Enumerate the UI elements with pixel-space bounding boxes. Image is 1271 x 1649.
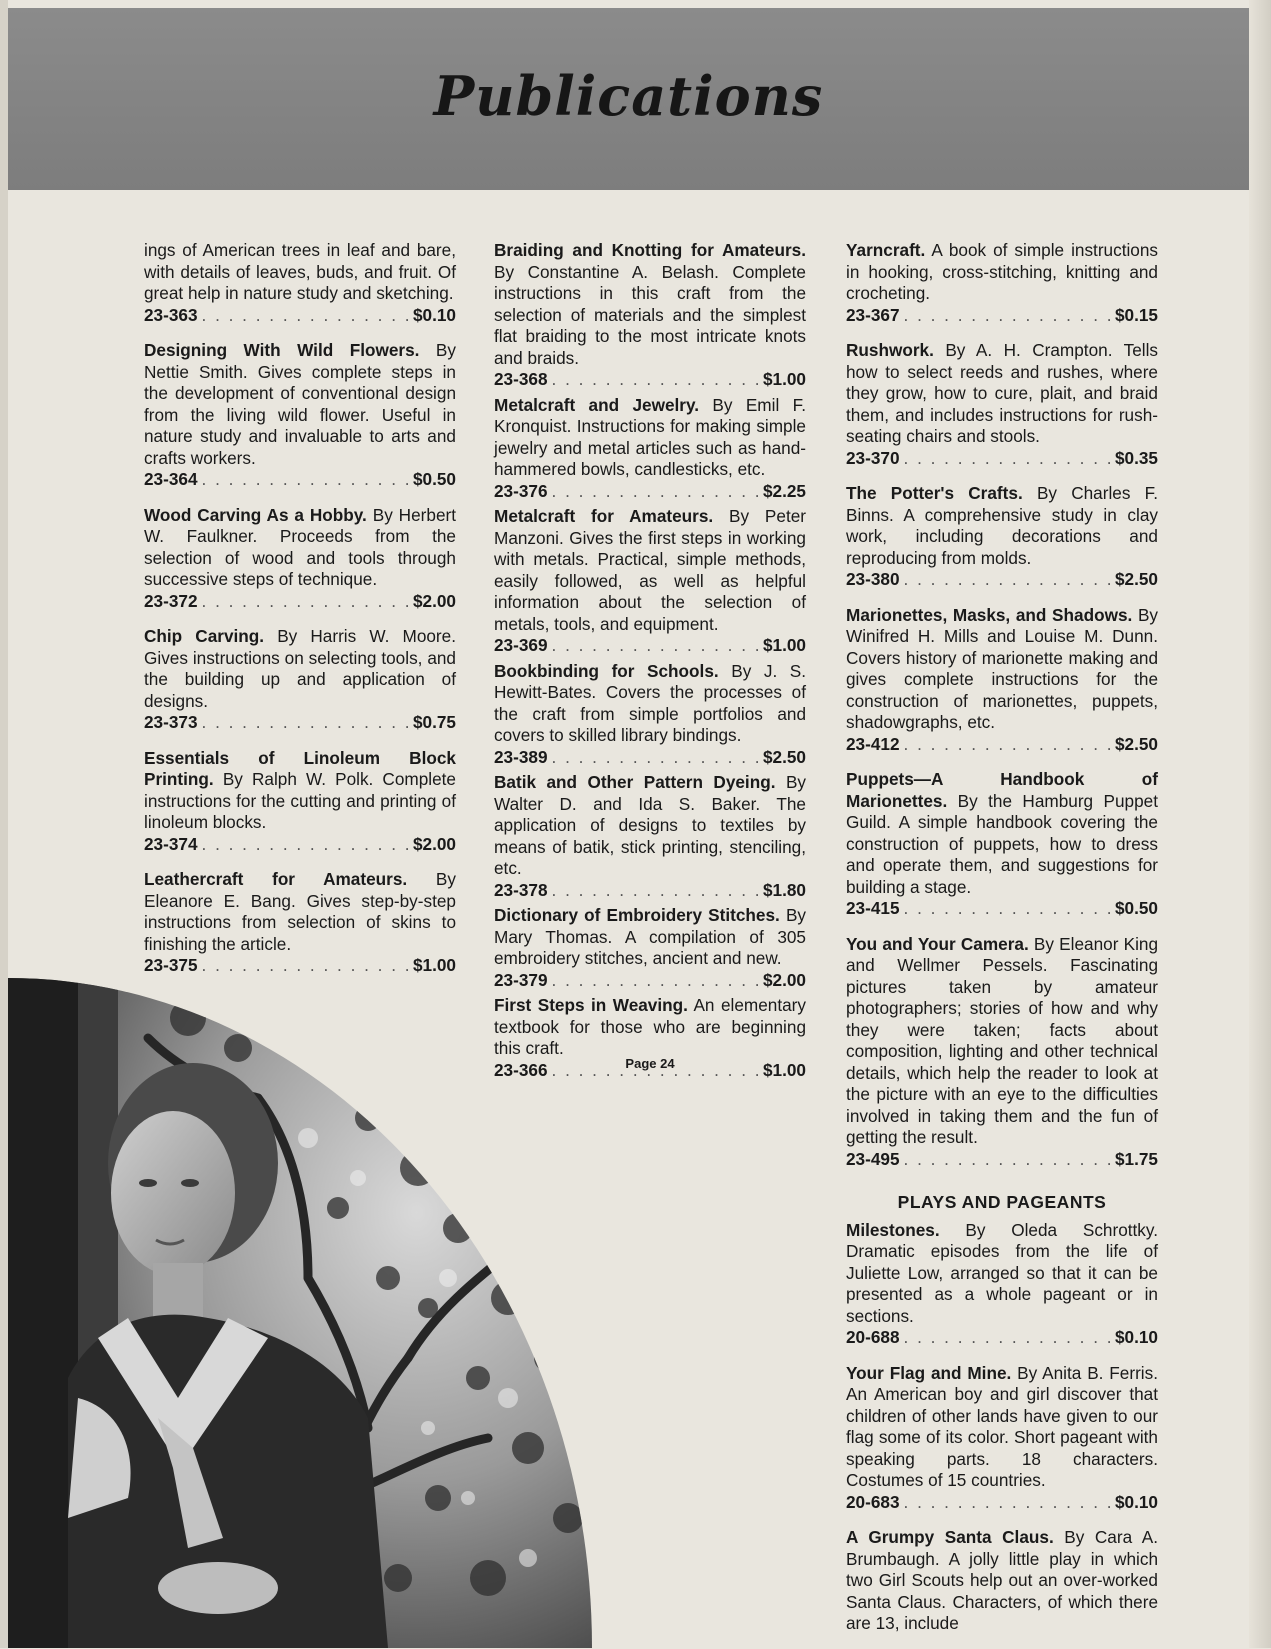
entry-text <box>144 748 456 833</box>
price: $2.00 <box>412 590 456 611</box>
catalog-code: 23-412 <box>846 733 900 754</box>
plays-entries <box>846 1220 1158 1635</box>
price-line <box>144 591 456 613</box>
entry-text <box>846 605 1158 733</box>
entry-description: ings of American trees in leaf and bare, with details of leaves, buds, and fruit. Of great help in nature study and sketching. <box>144 240 456 303</box>
entry-title: Leathercraft for Amateurs. <box>144 869 408 889</box>
catalog-code: 23-363 <box>144 304 198 325</box>
entry-title: Metalcraft and Jewelry. <box>494 394 700 415</box>
entry-title: Milestones. <box>846 1219 940 1240</box>
entry-text <box>144 626 456 711</box>
page-edge-right <box>1249 0 1271 1648</box>
entry-text <box>494 661 806 746</box>
publication-entry <box>144 626 456 734</box>
entry-description: An elementary textbook for those who are beginning this craft. <box>494 995 806 1058</box>
publication-entry <box>846 934 1158 1171</box>
publication-entry <box>846 1527 1158 1635</box>
price-line <box>494 635 806 657</box>
leader-dots <box>552 481 759 503</box>
entry-description: By Oleda Schrottky. Dramatic episodes from the life of Juliette Low, arranged so that it can be presented as a whole pageant or in sections. <box>846 1219 1158 1326</box>
entry-text <box>144 240 456 303</box>
price-line <box>494 970 806 992</box>
catalog-code: 23-367 <box>846 304 900 325</box>
leader-dots <box>552 369 759 391</box>
price: $0.75 <box>412 712 456 732</box>
price-line <box>144 305 456 327</box>
leader-dots <box>904 734 1111 756</box>
entry-title: Puppets—A Handbook of Marionettes. <box>846 769 1158 811</box>
entry-text <box>494 395 806 480</box>
price: $0.15 <box>1114 304 1158 325</box>
price-line <box>846 1149 1158 1171</box>
price: $1.00 <box>762 1059 806 1080</box>
price: $2.00 <box>412 833 456 854</box>
publication-entry <box>144 505 456 613</box>
catalog-code: 23-389 <box>494 746 548 767</box>
price-line <box>144 834 456 856</box>
leader-dots <box>552 880 759 902</box>
price-line <box>144 955 456 977</box>
publication-entry <box>144 748 456 856</box>
price: $2.00 <box>762 969 806 990</box>
catalog-code: 23-369 <box>494 635 548 655</box>
publication-entry <box>846 605 1158 756</box>
price: $1.80 <box>762 879 806 900</box>
entry-text <box>846 1220 1158 1326</box>
price: $0.50 <box>412 469 456 489</box>
catalog-code: 20-688 <box>846 1327 900 1347</box>
entry-text <box>846 240 1158 303</box>
entry-description: By Emil F. Kronquist. Instructions for making simple jewelry and metal articles such as hand-hammered bowls, candlesticks, etc. <box>494 394 806 479</box>
publication-entry <box>144 340 456 491</box>
leader-dots <box>904 1149 1111 1171</box>
price-line <box>846 1327 1158 1349</box>
publication-entry <box>846 240 1158 326</box>
publication-entry <box>846 483 1158 591</box>
leader-dots <box>202 712 409 734</box>
publication-entry <box>144 240 456 326</box>
column-1 <box>144 240 456 991</box>
entry-title: Chip Carving. <box>144 626 265 646</box>
page-title: Publications <box>433 64 824 128</box>
price: $1.00 <box>762 635 806 655</box>
entry-title: A Grumpy Santa Claus. <box>846 1527 1054 1547</box>
catalog-code: 23-366 <box>494 1059 548 1080</box>
leader-dots <box>904 898 1111 920</box>
entry-text <box>846 1527 1158 1633</box>
price-line <box>846 448 1158 470</box>
publication-entry <box>494 905 806 991</box>
leader-dots <box>904 1492 1111 1514</box>
entry-description: By J. S. Hewitt-Bates. Covers the processes of the craft from simple portfolios and covers to skilled library bindings. <box>494 660 807 745</box>
entry-description: By Winifred H. Mills and Louise M. Dunn. Covers history of marionette making and gives complete instructions for the construction of marionettes, puppets, shadowgraphs, etc. <box>846 604 1159 732</box>
entry-text <box>144 869 456 954</box>
price-line <box>144 469 456 491</box>
price: $2.50 <box>762 746 806 767</box>
entry-title: Designing With Wild Flowers. <box>144 340 420 360</box>
catalog-code: 23-370 <box>846 447 900 468</box>
catalog-code: 23-415 <box>846 898 900 918</box>
catalog-code: 23-364 <box>144 469 198 489</box>
price-line <box>846 1492 1158 1514</box>
entry-title: Wood Carving As a Hobby. <box>144 504 367 525</box>
leader-dots <box>552 635 759 657</box>
price-line <box>494 369 806 391</box>
entry-title: Bookbinding for Schools. <box>494 660 719 681</box>
entry-description: By Anita B. Ferris. An American boy and girl discover that children of other lands have given to our flag some of its color. Short pageant with speaking parts. 18 characters. Costumes of 15 countries. <box>846 1362 1158 1490</box>
entry-title: The Potter's Crafts. <box>846 483 1023 503</box>
entry-text <box>494 995 806 1058</box>
entry-description: By Herbert W. Faulkner. Proceeds from the selection of wood and tools through successive steps of technique. <box>144 504 456 589</box>
leader-dots <box>202 469 409 491</box>
leader-dots <box>904 448 1111 470</box>
entry-text <box>846 1363 1158 1491</box>
entry-text <box>144 340 456 468</box>
publication-entry <box>494 661 806 769</box>
entry-title: Essentials of Linoleum Block Printing. <box>144 747 456 789</box>
entry-description: By Eleanore E. Bang. Gives step-by-step instructions from selection of skins to finishing the article. <box>144 869 456 954</box>
section-heading-plays: PLAYS AND PAGEANTS <box>897 1192 1107 1212</box>
price: $1.75 <box>1114 1148 1158 1169</box>
entry-title: Marionettes, Masks, and Shadows. <box>846 604 1133 625</box>
entry-title: Dictionary of Embroidery Stitches. <box>494 905 780 925</box>
catalog-code: 23-379 <box>494 969 548 990</box>
entry-text <box>846 769 1158 897</box>
entry-text <box>846 934 1158 1148</box>
price: $0.50 <box>1114 898 1158 918</box>
entry-text <box>846 483 1158 568</box>
publication-entry <box>846 340 1158 469</box>
leader-dots <box>904 305 1111 327</box>
leader-dots <box>202 591 409 613</box>
entry-title: Rushwork. <box>846 340 934 360</box>
entry-description: By Ralph W. Polk. Complete instructions for the cutting and printing of linoleum blocks. <box>144 769 456 832</box>
entry-description: By the Hamburg Puppet Guild. A simple handbook covering the construction of puppets, how to dress and operate them, and suggestions for building a stage. <box>846 790 1158 897</box>
entry-description: By Cara A. Brumbaugh. A jolly little play in which two Girl Scouts help out an over-worked Santa Claus. Characters, of which there are 13, include <box>846 1527 1158 1633</box>
publication-entry <box>494 506 806 657</box>
entry-text <box>846 340 1158 446</box>
publication-entry <box>846 1220 1158 1349</box>
entry-description: By Eleanor King and Wellmer Pessels. Fascinating pictures taken by amateur photographers; stories of how and why they were taken; facts about composition, lighting and other technical details, which help the reader to look at the picture with an eye to the difficulties involved in taking them and the fun of getting the result. <box>846 933 1159 1147</box>
entry-description: By Charles F. Binns. A comprehensive study in clay work, including decorations and reproducing from molds. <box>846 483 1159 568</box>
price-line <box>846 734 1158 756</box>
catalog-code: 23-368 <box>494 369 548 389</box>
price: $2.25 <box>762 480 806 501</box>
price-line <box>144 712 456 734</box>
publication-entry <box>846 1363 1158 1514</box>
catalog-code: 23-375 <box>144 955 198 975</box>
column-3 <box>846 240 1158 1649</box>
leader-dots <box>202 834 409 856</box>
entry-description: By Walter D. and Ida S. Baker. The application of designs to textiles by means of batik, stick printing, stenciling, etc. <box>494 772 806 878</box>
publication-entry <box>494 772 806 901</box>
page-edge-left <box>0 0 8 1648</box>
entry-title: You and Your Camera. <box>846 933 1029 954</box>
catalog-code: 23-372 <box>144 590 198 611</box>
catalog-code: 23-495 <box>846 1148 900 1169</box>
entry-title: Your Flag and Mine. <box>846 1362 1012 1383</box>
entry-title: Metalcraft for Amateurs. <box>494 506 714 526</box>
price: $0.10 <box>1114 1327 1158 1347</box>
catalog-code: 23-376 <box>494 480 548 501</box>
price-line <box>846 305 1158 327</box>
column-1-entries <box>144 240 456 977</box>
catalog-code: 23-374 <box>144 833 198 854</box>
price: $1.00 <box>762 369 806 389</box>
price: $0.10 <box>1114 1491 1158 1512</box>
entry-description: By Harris W. Moore. Gives instructions on selecting tools, and the building up and application of designs. <box>144 626 456 711</box>
entry-title: First Steps in Weaving. <box>494 995 688 1015</box>
price-line <box>846 569 1158 591</box>
entry-text <box>494 905 806 968</box>
publication-entry <box>144 869 456 977</box>
price: $1.00 <box>412 955 456 975</box>
leader-dots <box>552 747 759 769</box>
catalog-code: 23-373 <box>144 712 198 732</box>
entry-description: By A. H. Crampton. Tells how to select reeds and rushes, where they grow, how to cure, plait, and braid them, and includes instructions for rush-seating chairs and stools. <box>846 340 1158 446</box>
column-2 <box>494 240 806 1085</box>
entry-description: By Mary Thomas. A compilation of 305 embroidery stitches, ancient and new. <box>494 905 807 968</box>
catalog-code: 23-378 <box>494 879 548 900</box>
entry-text <box>144 505 456 590</box>
price: $0.10 <box>412 304 456 325</box>
leader-dots <box>904 569 1111 591</box>
catalog-code: 23-380 <box>846 569 900 589</box>
entry-title: Batik and Other Pattern Dyeing. <box>494 772 776 792</box>
price: $0.35 <box>1114 447 1158 468</box>
entry-description: By Constantine A. Belash. Complete instructions in this craft from the selection of materials and the simplest flat braiding to the most intricate knots and braids. <box>494 261 806 368</box>
price-line <box>846 898 1158 920</box>
entry-text <box>494 772 806 878</box>
entry-description: A book of simple instructions in hooking, cross-stitching, knitting and crocheting. <box>846 240 1158 303</box>
entry-title: Yarncraft. <box>846 240 926 260</box>
column-3-entries <box>846 240 1158 1170</box>
price-line <box>494 880 806 902</box>
price-line <box>494 481 806 503</box>
leader-dots <box>202 305 409 327</box>
price-line <box>494 747 806 769</box>
page-number: Page 24 <box>625 1056 675 1071</box>
entry-description: By Nettie Smith. Gives complete steps in the development of conventional design from the living wild flower. Useful in nature study and invaluable to arts and crafts workers. <box>144 340 456 468</box>
leader-dots <box>904 1327 1111 1349</box>
leader-dots <box>552 970 759 992</box>
catalog-code: 20-683 <box>846 1491 900 1512</box>
price: $2.50 <box>1114 733 1158 754</box>
publication-entry <box>846 769 1158 920</box>
column-2-entries <box>494 240 806 1081</box>
header-band <box>8 8 1249 190</box>
leader-dots <box>202 955 409 977</box>
publication-entry <box>494 395 806 503</box>
entry-text <box>494 240 806 368</box>
entry-text <box>494 506 806 634</box>
price: $2.50 <box>1114 569 1158 589</box>
entry-title: Braiding and Knotting for Amateurs. <box>494 240 806 260</box>
entry-description: By Peter Manzoni. Gives the first steps in working with metals. Practical, simple methods, easily followed, as well as helpful information about the selection of metals, tools, and equipment. <box>494 506 806 634</box>
publication-entry <box>494 240 806 391</box>
